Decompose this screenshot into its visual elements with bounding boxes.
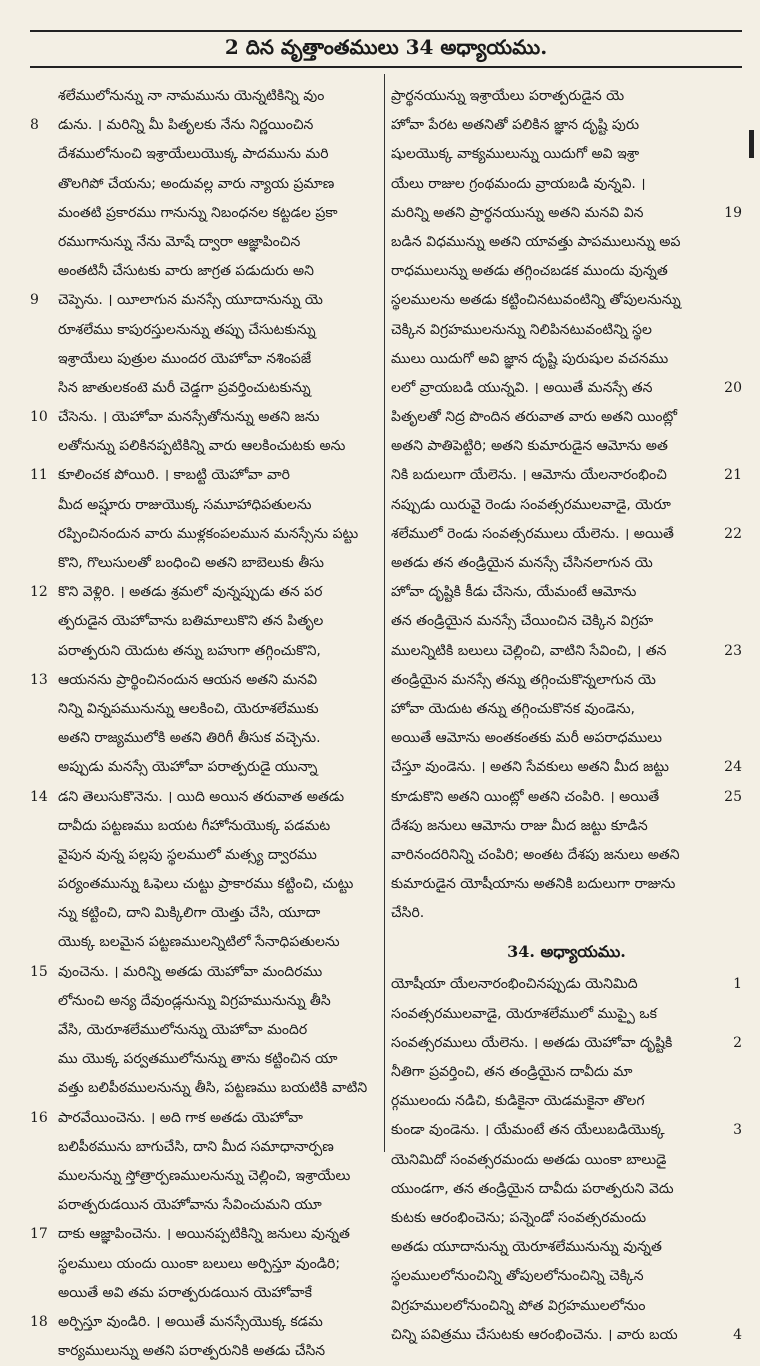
line-text: కుటకు ఆరంభించెను; పన్నెండో సంవత్సరమందు [391, 1209, 647, 1226]
line-text: కొని, గొలుసులతో బంధించి అతని బాబెలుకు తీసు [58, 555, 324, 571]
text-line [391, 870, 742, 899]
text-line [30, 82, 376, 111]
verse-number: 17 [30, 1226, 48, 1243]
line-text: పితృలతో నిద్ర పొందిన తరువాత వారు అతని యింట్లో [391, 409, 678, 426]
line-text: తొలగిపో చేయను; అందువల్ల వారు న్యాయ ప్రమాణ [58, 175, 335, 192]
text-line [391, 520, 742, 549]
text-line [391, 841, 742, 870]
text-line [391, 1175, 742, 1204]
text-line [391, 695, 742, 724]
text-line [391, 1146, 742, 1175]
text-line [30, 228, 376, 257]
line-text: స్థలములు యందు యింకా బలులు అర్పిస్తూ వుండిరి; [58, 1255, 341, 1272]
text-line [391, 82, 742, 111]
text-line [30, 432, 376, 461]
line-text: రప్పించినందున వారు ముళ్లకంపలమున మనస్సేను పట్టు [58, 525, 359, 542]
text-line [391, 461, 742, 490]
verse-number: 24 [724, 759, 742, 776]
line-text: కార్యములున్ను అతని పరాత్పరునికి అతడు చేసిన [58, 1343, 326, 1360]
text-line [30, 578, 376, 607]
text-line [391, 432, 742, 461]
line-text: కొని వెళ్లిరి. । అతడు శ్రమలో వున్నప్పుడు తన పర [58, 584, 323, 601]
line-text: తండ్రియైన మనస్సే తన్ను తగ్గించుకొన్నలాగున యె [391, 671, 656, 688]
line-text: తన తండ్రియైన మనస్సే చేయించిన చెక్కిన విగ్రహ [391, 613, 654, 630]
verse-number: 20 [724, 379, 742, 396]
text-line [30, 140, 376, 169]
verse-number: 8 [30, 117, 39, 134]
text-line [391, 724, 742, 753]
bible-page [30, 30, 742, 1360]
line-text: వత్తు బలిపీఠములనున్ను తీసి, పట్టణము బయటికి వాటిని [58, 1080, 368, 1097]
line-text: వైపున వున్న పల్లపు స్థలములో మత్స్య ద్వారము [58, 846, 317, 863]
line-text: పరాత్పరుడయిన యెహోవాను సేవించుమని యూ [58, 1197, 322, 1214]
line-text: కుండా వుండెను. । యేమంటే తన యేలుబడియొక్క [391, 1122, 665, 1139]
column-divider [384, 74, 385, 1152]
page-header [30, 30, 742, 68]
text-line [30, 1162, 376, 1191]
line-text: నీతిగా ప్రవర్తించి, తన తండ్రియైన దావీదు మా [391, 1064, 633, 1080]
text-line [30, 461, 376, 490]
line-text: డని తెలుసుకొనెను. । యిది అయిన తరువాత అతడు [58, 788, 345, 805]
text-line [391, 111, 742, 140]
line-text: లోనుంచి అన్య దేవుండ్లనున్ను విగ్రహమునున్ను తీసి [58, 992, 331, 1009]
page-edge-mark [749, 130, 754, 158]
right-column-bottom [391, 970, 742, 1349]
line-text: న్ను కట్టించి, దాని మిక్కిలిగా యెత్తు చేసి, యూదా [58, 905, 321, 922]
text-line [30, 374, 376, 403]
text-line [30, 257, 376, 286]
line-text: చేసెను. । యెహోవా మనస్సేతోనున్ను అతని జను [58, 409, 320, 426]
text-line [30, 1016, 376, 1045]
text-line [391, 1204, 742, 1233]
line-text: అంతటినీ చేసుటకు వారు జాగ్రత పడుదురు అని [58, 263, 314, 280]
verse-number: 23 [724, 642, 742, 659]
line-text: బడిన విధమున్ను అతని యావత్తు పాపములున్ను అప [391, 233, 681, 250]
text-line [30, 1308, 376, 1337]
verse-number: 1 [733, 976, 742, 993]
text-line [391, 1321, 742, 1350]
line-text: కుమారుడైన యోషీయాను అతనికి బదులుగా రాజును [391, 876, 676, 893]
line-text: మంతటి ప్రకారము గానున్ను నిబంధనల కట్టడల ప్రకా [58, 204, 338, 221]
verse-number: 3 [733, 1122, 742, 1139]
line-text: చెక్కిన విగ్రహములనున్ను నిలిపినటువంటిన్ని స్థల [391, 321, 652, 338]
text-line [30, 520, 376, 549]
section-title: 34. అధ్యాయము. [507, 942, 626, 962]
line-text: దేశపు జనులు ఆమోను రాజు మీద జట్టు కూడిన [391, 817, 648, 834]
line-text: పారవేయించెను. । అది గాక అతడు యెహోవా [58, 1109, 303, 1126]
text-line [30, 928, 376, 957]
text-line [30, 1220, 376, 1249]
line-text: సిన జాతులకంటె మరీ చెడ్డగా ప్రవర్తించుటకున్ను [58, 379, 311, 396]
verse-number: 16 [30, 1109, 48, 1126]
verse-number: 19 [724, 204, 742, 221]
text-line [30, 637, 376, 666]
text-line [30, 812, 376, 841]
text-line [391, 1233, 742, 1262]
text-line [391, 1116, 742, 1145]
text-line [30, 724, 376, 753]
text-line [391, 199, 742, 228]
line-text: అయితే అవి తమ పరాత్పరుడయిన యెహోవాకే [58, 1284, 312, 1301]
verse-number: 14 [30, 788, 48, 805]
line-text: అయితే ఆమోను అంతకంతకు మరీ అపరాధములు [391, 730, 662, 747]
text-line [391, 783, 742, 812]
line-text: ఇశ్రాయేలు పుత్రుల ముందర యెహోవా నశింపజే [58, 350, 312, 367]
line-text: అతని రాజ్యములోకి అతని తిరిగీ తీసుక వచ్చెను. [58, 730, 321, 747]
line-text: సంవత్సరములవాడై, యెరూశలేములో ముప్పై ఒక [391, 1005, 657, 1022]
line-text: షులయొక్క వాక్యములున్ను యిదుగో అవి ఇశ్రా [391, 146, 640, 163]
line-text: చేసిరి. [391, 905, 425, 922]
text-line [391, 607, 742, 636]
line-text: అప్పుడు మనస్సే యెహోవా పరాత్పరుడై యున్నా [58, 759, 318, 776]
text-line [30, 1045, 376, 1074]
line-text: రాధములున్ను అతడు తగ్గించబడక ముందు వున్నత [391, 263, 668, 280]
line-text: మీద అష్షూరు రాజుయొక్క సమూహాధిపతులను [58, 496, 312, 513]
line-text: నికి బదులుగా యేలెను. । ఆమోను యేలనారంభించి [391, 467, 667, 484]
text-line [30, 607, 376, 636]
text-line [391, 753, 742, 782]
verse-number: 15 [30, 963, 48, 980]
text-line [391, 899, 742, 928]
verse-number: 4 [733, 1326, 742, 1343]
text-line [391, 286, 742, 315]
text-line [30, 199, 376, 228]
line-text: హోవా పేరట అతనితో పలికిన జ్ఞాన దృష్టి పురు [391, 117, 640, 134]
verse-number: 11 [30, 467, 48, 484]
line-text: ఆయనను ప్రార్థించినందున ఆయన అతని మనవి [58, 671, 318, 688]
line-text: డును. । మరిన్ని మీ పితృలకు నేను నిర్ణయించిన [58, 117, 314, 134]
line-text: యేలు రాజుల గ్రంథమందు వ్రాయబడి వున్నవి. । [391, 175, 646, 192]
text-line [391, 1292, 742, 1321]
text-line [391, 257, 742, 286]
line-text: పరాత్పరుని యెదుట తన్ను బహుగా తగ్గించుకొని, [58, 642, 321, 659]
line-text: లలో వ్రాయబడి యున్నవి. । అయితే మనస్సే తన [391, 379, 653, 396]
line-text: వుంచెను. । మరిన్ని అతడు యెహోవా మందిరము [58, 963, 323, 980]
text-line [391, 345, 742, 374]
text-line [391, 403, 742, 432]
text-line [30, 286, 376, 315]
line-text: చెప్పెను. । యీలాగున మనస్సే యూదానున్ను యె [58, 292, 323, 309]
line-text: యోషీయా యేలనారంభించినప్పుడు యెనిమిది [391, 976, 638, 993]
text-line [391, 1029, 742, 1058]
line-text: ములన్నిటికి బలులు చెల్లించి, వాటిని సేవించి, । తన [391, 642, 667, 659]
line-text: అర్పిస్తూ వుండిరి. । అయితే మనస్సేయొక్క కడమ [58, 1313, 323, 1330]
line-text: అతడు యూదానున్ను యెరూశలేమునున్ను వున్నత [391, 1239, 662, 1256]
text-line [391, 637, 742, 666]
text-line [391, 316, 742, 345]
text-line [30, 899, 376, 928]
line-text: నప్పుడు యిరువై రెండు సంవత్సరములవాడై, యెరూ [391, 496, 671, 513]
line-text: కూడుకొని అతని యింట్లో అతని చంపిరి. । అయితే [391, 788, 660, 805]
page-title: 2 దిన వృత్తాంతములు 34 అధ్యాయము. [224, 34, 548, 59]
line-text: చేస్తూ వుండెను. । అతని సేవకులు అతని మీద జట్టు [391, 759, 669, 776]
text-line [30, 987, 376, 1016]
line-text: దావీదు పట్టణము బయట గీహోనుయొక్క పడమట [58, 817, 331, 834]
line-text: యుండగా, తన తండ్రియైన దావీదు పరాత్పరుని వెదు [391, 1180, 674, 1197]
line-text: అతని పాతిపెట్టిరి; అతని కుమారుడైన ఆమోను అత [391, 438, 668, 455]
line-text: విగ్రహములలోనుంచిన్ని పోత విగ్రహములలోనుం [391, 1297, 646, 1314]
right-column [391, 82, 742, 1343]
text-line [30, 316, 376, 345]
text-line [391, 140, 742, 169]
line-text: దాకు ఆజ్ఞాపించెను. । అయినప్పటికిన్ని జనులు వున్నత [58, 1226, 350, 1243]
line-text: ర్గములందు నడిచి, కుడికైనా యెడమకైనా తొలగ [391, 1093, 645, 1110]
line-text: శలేములో రెండు సంవత్సరములు యేలెను. । అయితే [391, 525, 674, 542]
verse-number: 9 [30, 292, 39, 309]
line-text: శలేములోనున్ను నా నామమును యెన్నటికిన్ని వుం [58, 88, 325, 104]
verse-number: 25 [724, 788, 742, 805]
text-line [30, 1337, 376, 1366]
text-line [391, 228, 742, 257]
text-line [391, 374, 742, 403]
verse-number: 2 [733, 1034, 742, 1051]
text-line [391, 970, 742, 999]
line-text: యొక్క బలమైన పట్టణములన్నిటిలో సేనాధిపతులను [58, 934, 340, 951]
line-text: స్థలములను అతడు కట్టించినటువంటిన్ని తోపులనున్ను [391, 292, 681, 309]
verse-number: 21 [724, 467, 742, 484]
text-line [30, 1279, 376, 1308]
verse-number: 10 [30, 409, 48, 426]
text-line [391, 491, 742, 520]
text-line [391, 549, 742, 578]
line-text: యెనిమిదో సంవత్సరమందు అతడు యింకా బాలుడై [391, 1151, 667, 1168]
line-text: స్థలములలోనుంచిన్ని తోపులలోనుంచిన్ని చెక్కిన [391, 1268, 644, 1285]
line-text: రూశలేము కాపురస్తులనున్ను తప్పు చేసుటకున్ను [58, 321, 316, 338]
text-line [391, 1087, 742, 1116]
text-line [30, 491, 376, 520]
text-line [30, 170, 376, 199]
text-line [30, 1104, 376, 1133]
text-line [30, 345, 376, 374]
line-text: త్పరుడైన యెహోవాను బతిమాలుకొని తన పితృల [58, 613, 324, 630]
text-line [30, 111, 376, 140]
line-text: వారినందరినిన్ని చంపిరి; అంతట దేశపు జనులు అతని [391, 846, 680, 863]
right-column-top [391, 82, 742, 928]
line-text: ప్రార్థనయున్ను ఇశ్రాయేలు పరాత్పరుడైన యె [391, 88, 625, 104]
line-text: ము యొక్క పర్వతములోనున్ను తాను కట్టించిన యా [58, 1051, 338, 1068]
line-text: నిన్ని విన్నపమునున్ను ఆలకించి, యెరూశలేముకు [58, 700, 319, 717]
line-text: ములు యిదుగో అవి జ్ఞాన దృష్టి పురుషుల వచనము [391, 350, 669, 367]
text-line [30, 549, 376, 578]
line-text: బలిపీఠమును బాగుచేసి, దాని మీద సమాధానార్పణ [58, 1138, 334, 1155]
text-line [391, 1000, 742, 1029]
line-text: రముగానున్ను నేను మోషే ద్వారా ఆజ్ఞాపించిన [58, 233, 301, 250]
text-line [30, 403, 376, 432]
text-line [30, 695, 376, 724]
text-line [30, 666, 376, 695]
verse-number: 22 [724, 525, 742, 542]
line-text: సంవత్సరములు యేలెను. । అతడు యెహోవా దృష్టికి [391, 1034, 673, 1051]
line-text: హోవా దృష్టికి కీడు చేసెను, యేమంటే ఆమోను [391, 584, 637, 601]
text-line [30, 870, 376, 899]
verse-number: 18 [30, 1313, 48, 1330]
text-line [391, 578, 742, 607]
text-line [30, 958, 376, 987]
line-text: మరిన్ని అతని ప్రార్థనయున్ను అతని మనవి విన [391, 204, 644, 221]
line-text: పర్యంతమున్ను ఓఫెలు చుట్టు ప్రాకారము కట్టించి, చుట్టు [58, 876, 354, 893]
line-text: అతడు తన తండ్రియైన మనస్సే చేసినలాగున యె [391, 555, 653, 571]
line-text: చిన్ని పవిత్రము చేసుటకు ఆరంభించెను. । వారు బయ [391, 1326, 678, 1343]
text-line [30, 841, 376, 870]
text-line [391, 666, 742, 695]
line-text: వేసి, యెరూశలేములోనున్ను యెహోవా మందిర [58, 1022, 308, 1038]
text-line [391, 170, 742, 199]
line-text: లతోనున్ను పలికినప్పటికిన్ని వారు ఆలకించుటకు అను [58, 438, 346, 455]
text-line [30, 1133, 376, 1162]
verse-number: 13 [30, 671, 48, 688]
text-line [391, 1262, 742, 1291]
line-text: ములనున్ను స్తోత్రార్పణములనున్ను చెల్లించి, ఇశ్రాయేలు [58, 1167, 351, 1184]
verse-number: 12 [30, 584, 48, 601]
text-line [30, 783, 376, 812]
text-line [391, 812, 742, 841]
text-line [30, 753, 376, 782]
text-line [30, 1191, 376, 1220]
line-text: హోవా యెదుట తన్ను తగ్గించుకొనక వుండెను, [391, 700, 636, 717]
line-text: కూలించక పోయిరి. । కాబట్టి యెహోవా వారి [58, 467, 290, 484]
left-column [30, 82, 376, 1360]
text-line [391, 1058, 742, 1087]
text-line [30, 1250, 376, 1279]
line-text: దేశములోనుంచి ఇశ్రాయేలుయొక్క పాదమును మరి [58, 146, 329, 163]
text-line [30, 1074, 376, 1103]
